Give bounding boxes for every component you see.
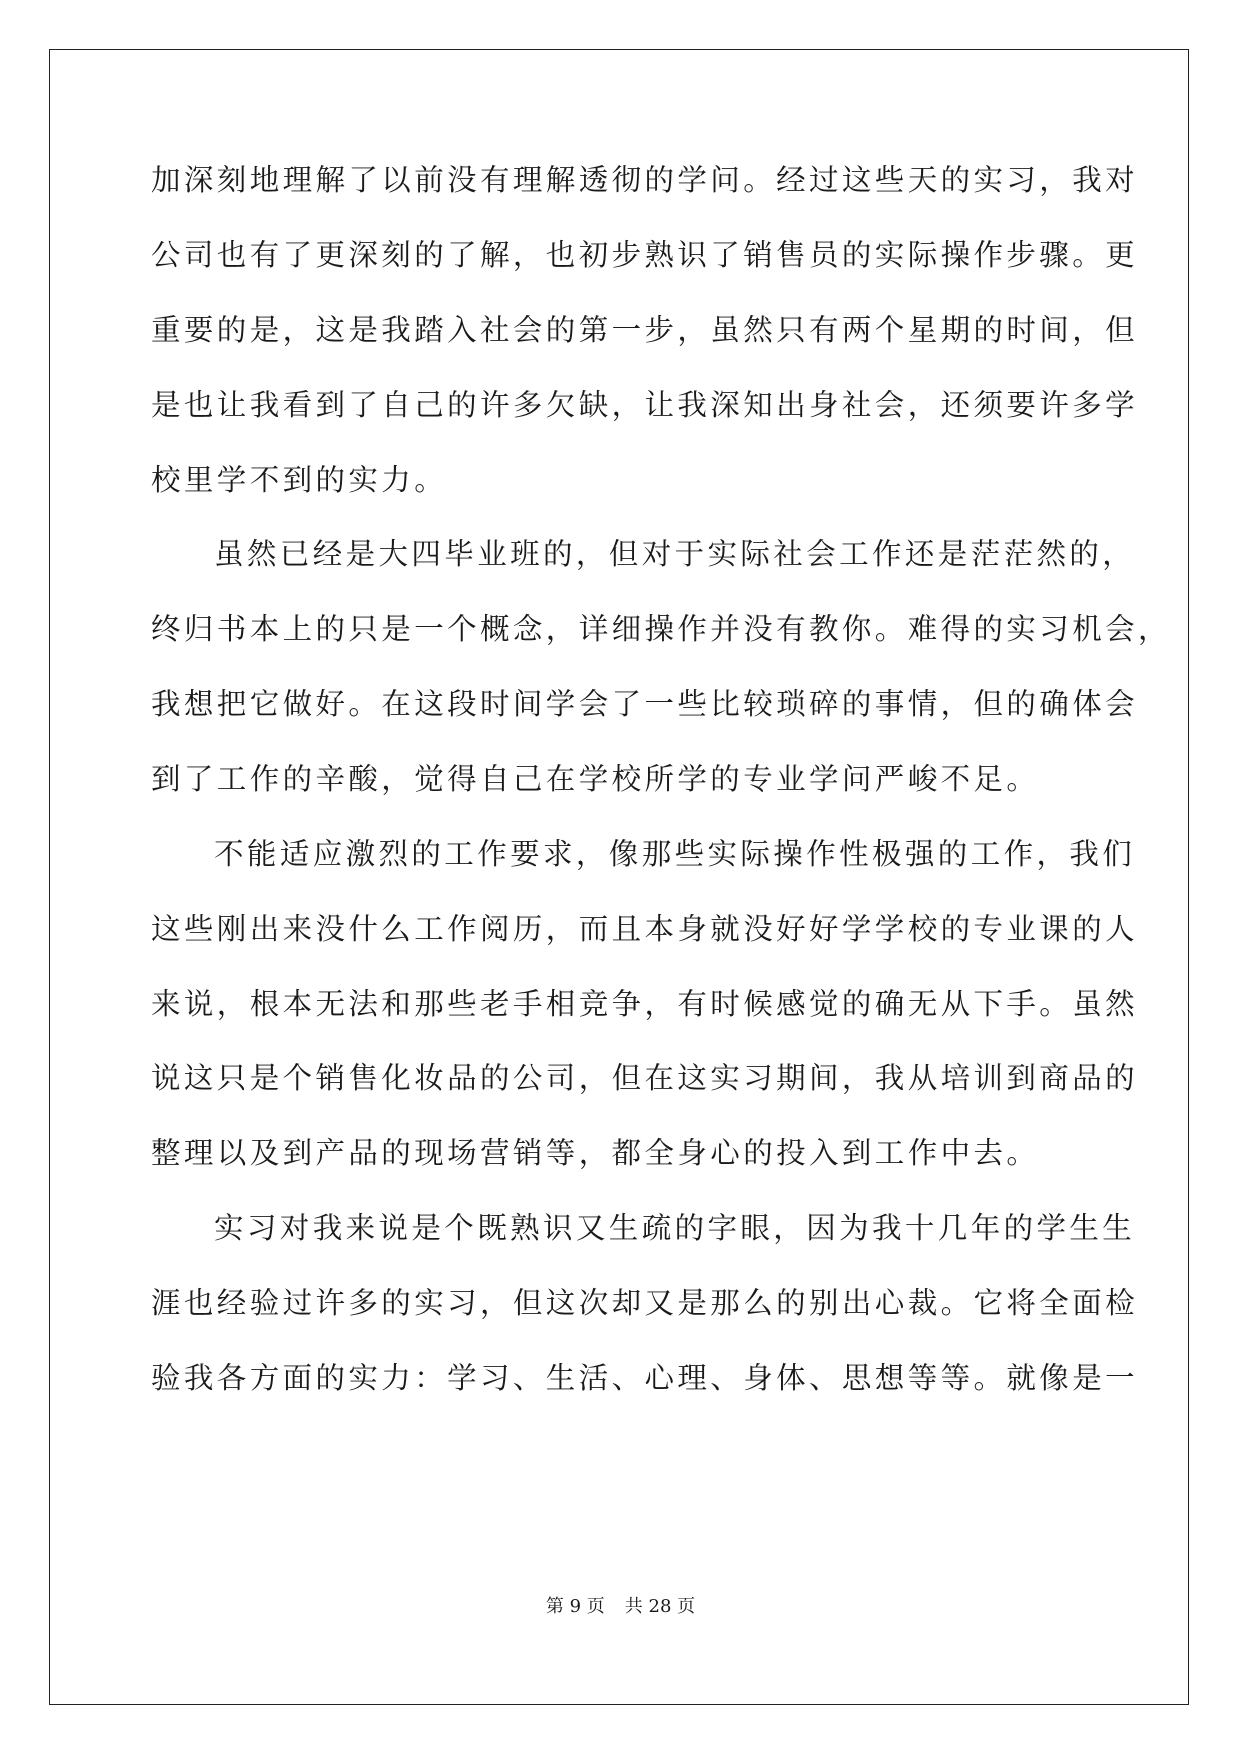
text-line: 整理以及到产品的现场营销等，都全身心的投入到工作中去。 bbox=[151, 1136, 1040, 1170]
paragraph-first-line: 虽然已经是大四毕业班的，但对于实际社会工作还是茫茫然的， bbox=[214, 537, 1136, 571]
text-line: 终归书本上的只是一个概念，详细操作并没有教你。难得的实习机会， bbox=[151, 612, 1171, 646]
text-line: 加深刻地理解了以前没有理解透彻的学问。经过这些天的实习，我对 bbox=[151, 163, 1139, 197]
page-border bbox=[49, 49, 1189, 1705]
text-line: 说这只是个销售化妆品的公司，但在这实习期间，我从培训到商品的 bbox=[151, 1061, 1139, 1095]
text-line: 校里学不到的实力。 bbox=[151, 463, 448, 497]
text-line: 来说，根本无法和那些老手相竞争，有时候感觉的确无从下手。虽然 bbox=[151, 987, 1139, 1021]
text-line: 重要的是，这是我踏入社会的第一步，虽然只有两个星期的时间，但 bbox=[151, 313, 1139, 347]
text-line: 是也让我看到了自己的许多欠缺，让我深知出身社会，还须要许多学 bbox=[151, 388, 1139, 422]
page-number: 第 9 页 bbox=[545, 1596, 605, 1617]
page-footer bbox=[0, 1592, 1241, 1618]
page-total: 共 28 页 bbox=[624, 1596, 696, 1617]
text-line: 我想把它做好。在这段时间学会了一些比较琐碎的事情，但的确体会 bbox=[151, 687, 1139, 721]
text-line: 验我各方面的实力：学习、生活、心理、身体、思想等等。就像是一 bbox=[151, 1361, 1139, 1395]
paragraph-first-line: 不能适应激烈的工作要求，像那些实际操作性极强的工作，我们 bbox=[214, 837, 1136, 871]
text-line: 这些刚出来没什么工作阅历，而且本身就没好好学学校的专业课的人 bbox=[151, 912, 1139, 946]
paragraph-first-line: 实习对我来说是个既熟识又生疏的字眼，因为我十几年的学生生 bbox=[214, 1211, 1136, 1245]
text-line: 涯也经验过许多的实习，但这次却又是那么的别出心裁。它将全面检 bbox=[151, 1286, 1139, 1320]
text-line: 公司也有了更深刻的了解，也初步熟识了销售员的实际操作步骤。更 bbox=[151, 238, 1139, 272]
text-line: 到了工作的辛酸，觉得自己在学校所学的专业学问严峻不足。 bbox=[151, 762, 1040, 796]
